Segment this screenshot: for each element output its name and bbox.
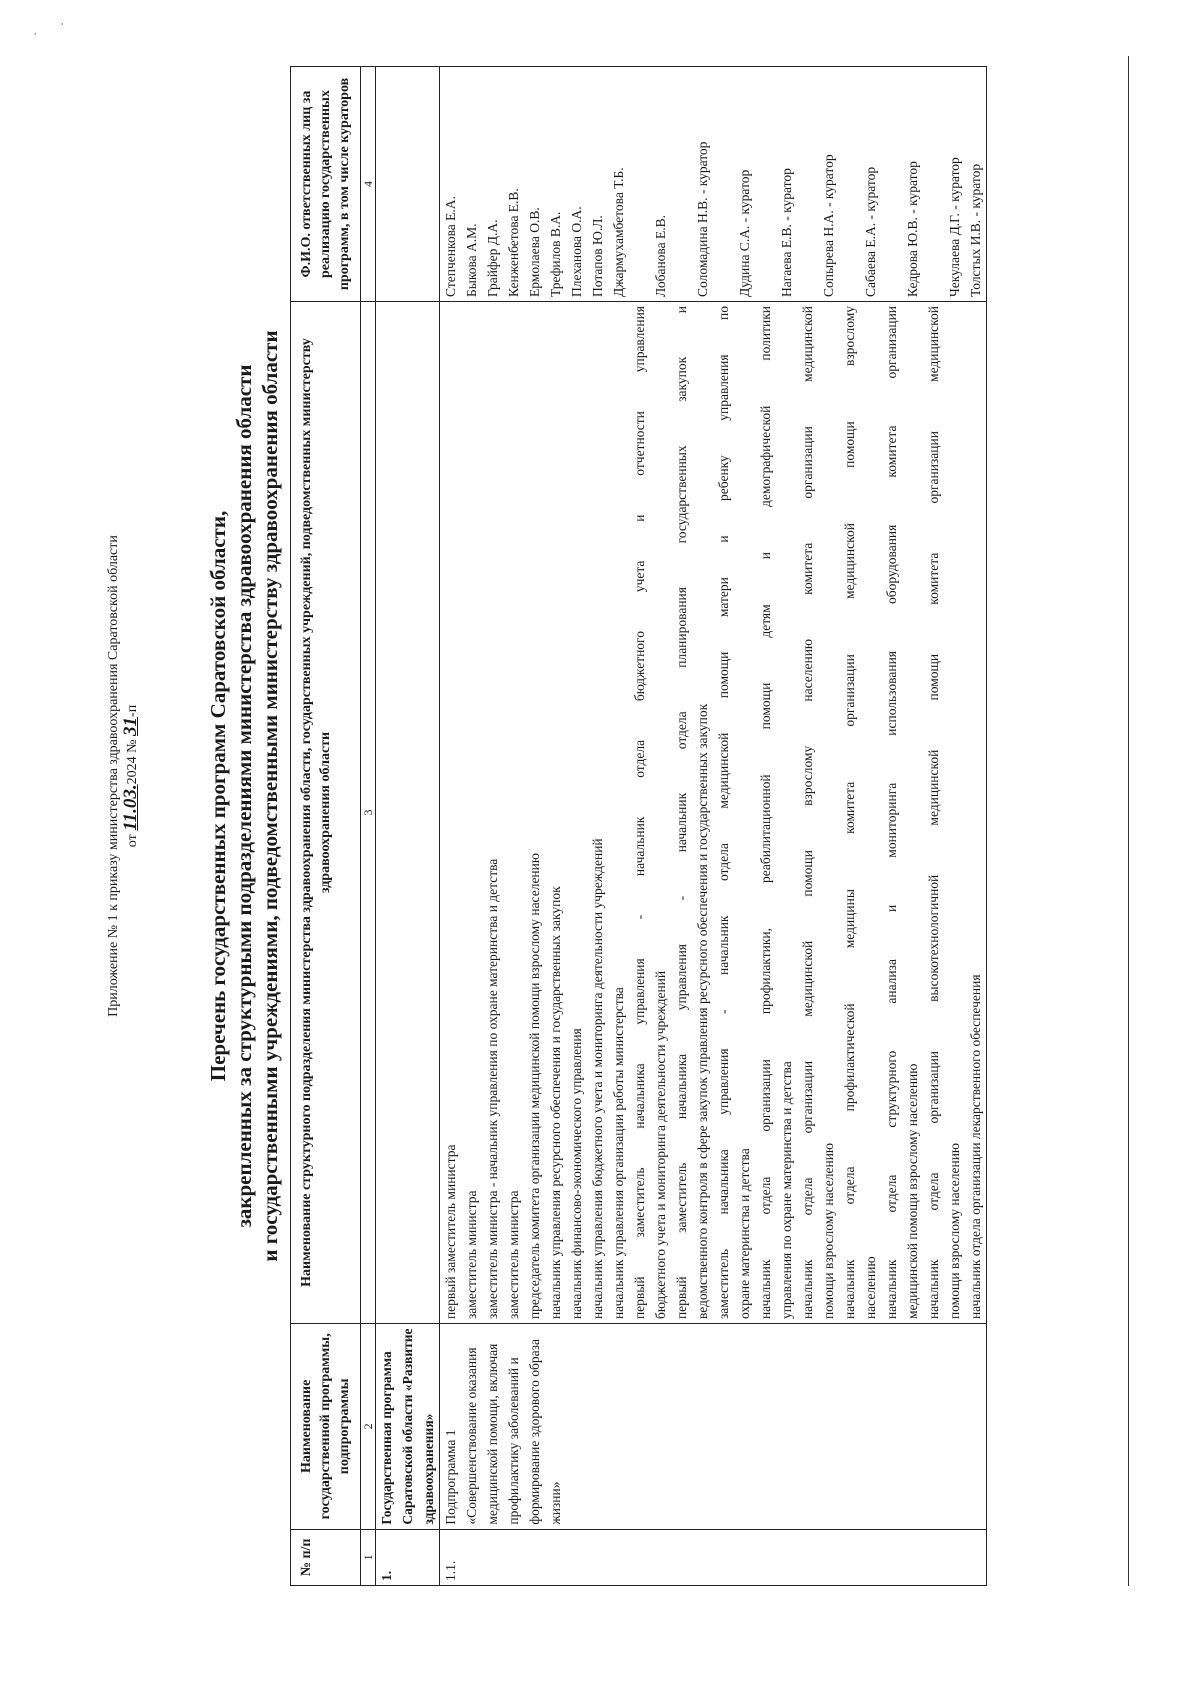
title-line-3: и государственными учреждениями, подведомственными министерству здравоохранения области [258,330,282,1262]
column-number: 2 [361,1324,376,1530]
person-line: Чекулаева Д.Г. - куратор [947,157,962,297]
person-line: Ермолаева О.В. [527,207,542,297]
header-responsible: Ф.И.О. ответственных лиц за реализацию государственных программ, в том числе кураторов [291,67,361,302]
department-cell [440,301,987,1323]
person-line: Сопырева Н.А. - куратор [821,154,836,297]
person-line: Степченкова Е.А. [443,196,458,297]
position-line: помощи взрослому населению [821,1142,836,1320]
position-line: бюджетного учета и мониторинга деятельности учреждений [653,970,668,1320]
person-line: Сабаева Е.А. - куратор [863,166,878,297]
person-line: Нагаева Е.В. - куратор [779,168,794,297]
position-line: управления по охране материнства и детства [779,1061,794,1320]
column-number: 4 [361,67,376,302]
appendix-number: 31 [120,716,141,736]
table-header-row [291,67,361,1586]
position-line: начальник отдела организации лекарственного обеспечения [968,974,983,1320]
department-cell [376,301,440,1323]
person-line: Лобанова Е.В. [653,215,668,297]
document-title [205,96,283,1496]
column-numbers-row [361,67,376,1586]
appendix-note [105,496,141,1056]
programs-table [290,66,987,1586]
column-number: 3 [361,301,376,1323]
person-line: Толстых И.В. - куратор [968,163,983,297]
appendix-date-day: 11. [120,808,141,831]
responsible-cell [376,67,440,302]
position-line: начальник отдела организации профилактики, реабилитационной помощи детям и демографической политики [758,305,773,1320]
appendix-line-1: Приложение № 1 к приказу министерства здравоохранения Саратовской области [106,535,121,1017]
position-line: начальник отдела структурного анализа и мониторинга использования оборудования комитета организации [884,305,899,1320]
scan-edge-line [1128,56,1129,1586]
position-line: ведомственного контроля в сфере закупок управления ресурсного обеспечения и государственных закупок [695,703,710,1320]
person-line: Дудина С.А. - куратор [737,169,752,297]
position-line: начальник отдела организации медицинской помощи взрослому населению комитета организации медицинской [800,305,815,1320]
person-line: Плеханова О.А. [569,206,584,297]
subprogram-name: Подпрограмма 1 «Совершенствование оказания медицинской помощи, включая профилактику заболеваний и формирование здорового образа жизни» [440,1324,987,1530]
position-line: охране материнства и детства [737,1148,752,1320]
responsible-cell [440,67,987,302]
person-line: Быкова А.М. [464,223,479,297]
person-line: Соломадина Н.В. - куратор [695,141,710,297]
position-line: населению [863,1256,878,1320]
position-line: начальник управления организации работы министерства [611,987,626,1320]
person-line: Грайфер Д.А. [485,219,500,297]
title-line-1: Перечень государственных программ Саратовской области, [206,510,230,1082]
position-line: начальник отдела профилактической медицины комитета организации медицинской помощи взрослому [842,305,857,1320]
row-number: 1.1. [440,1529,987,1585]
appendix-date-month: 03. [120,784,141,809]
position-line: первый заместитель начальника управления - начальник отдела планирования государственных закупок и [674,305,689,1320]
position-line: начальник управления бюджетного учета и мониторинга деятельности учреждений [590,838,605,1320]
program-name: Государственная программа Саратовской области «Развитие здравоохранения» [376,1324,440,1530]
position-line: медицинской помощи взрослому населению [905,1063,920,1320]
column-number: 1 [361,1529,376,1585]
table-row [440,67,987,1586]
header-department: Наименование структурного подразделения министерства здравоохранения области, государственных учреждений, подведомственных министерству здравоохранения области [291,301,361,1323]
appendix-date-year: 2024 № [125,739,140,785]
position-line: начальник управления ресурсного обеспечения и государственных закупок [548,886,563,1320]
position-line: первый заместитель начальника управления - начальник отдела бюджетного учета и отчетности управления [632,305,647,1320]
header-number: № п/п [291,1529,361,1585]
person-line: Потапов Ю.Л. [590,215,605,297]
person-line: Джармухамбетова Т.Б. [611,167,626,297]
person-line: Кенженбетова Е.В. [506,188,521,297]
scan-mark: · [28,32,42,36]
scan-mark: · [55,22,69,26]
title-line-2: закрепленных за структурными подразделениями министерства здравоохранения области [232,364,256,1228]
position-line: заместитель министра [464,1190,479,1320]
position-line: заместитель начальника управления - начальник отдела медицинской помощи матери и ребенку управления по [716,305,731,1320]
person-line: Трефилов В.А. [548,211,563,297]
position-line: первый заместитель министра [443,1144,458,1320]
position-line: заместитель министра [506,1190,521,1320]
header-program: Наименование государственной программы, подпрограммы [291,1324,361,1530]
row-number: 1. [376,1529,440,1585]
table-row [376,67,440,1586]
appendix-suffix: -п [125,704,140,717]
position-line: заместитель министра - начальник управления по охране материнства и детства [485,858,500,1320]
position-line: помощи взрослому населению [947,1142,962,1320]
position-line: начальник отдела организации высокотехнологичной медицинской помощи комитета организации медицинской [926,305,941,1320]
position-line: председатель комитета организации медицинской помощи взрослому населению [527,853,542,1320]
person-line: Кедрова Ю.В. - куратор [905,161,920,297]
appendix-line-2: от 11.03.2024 № 31-п [120,704,141,848]
position-line: начальник финансово-экономического управления [569,1028,584,1320]
